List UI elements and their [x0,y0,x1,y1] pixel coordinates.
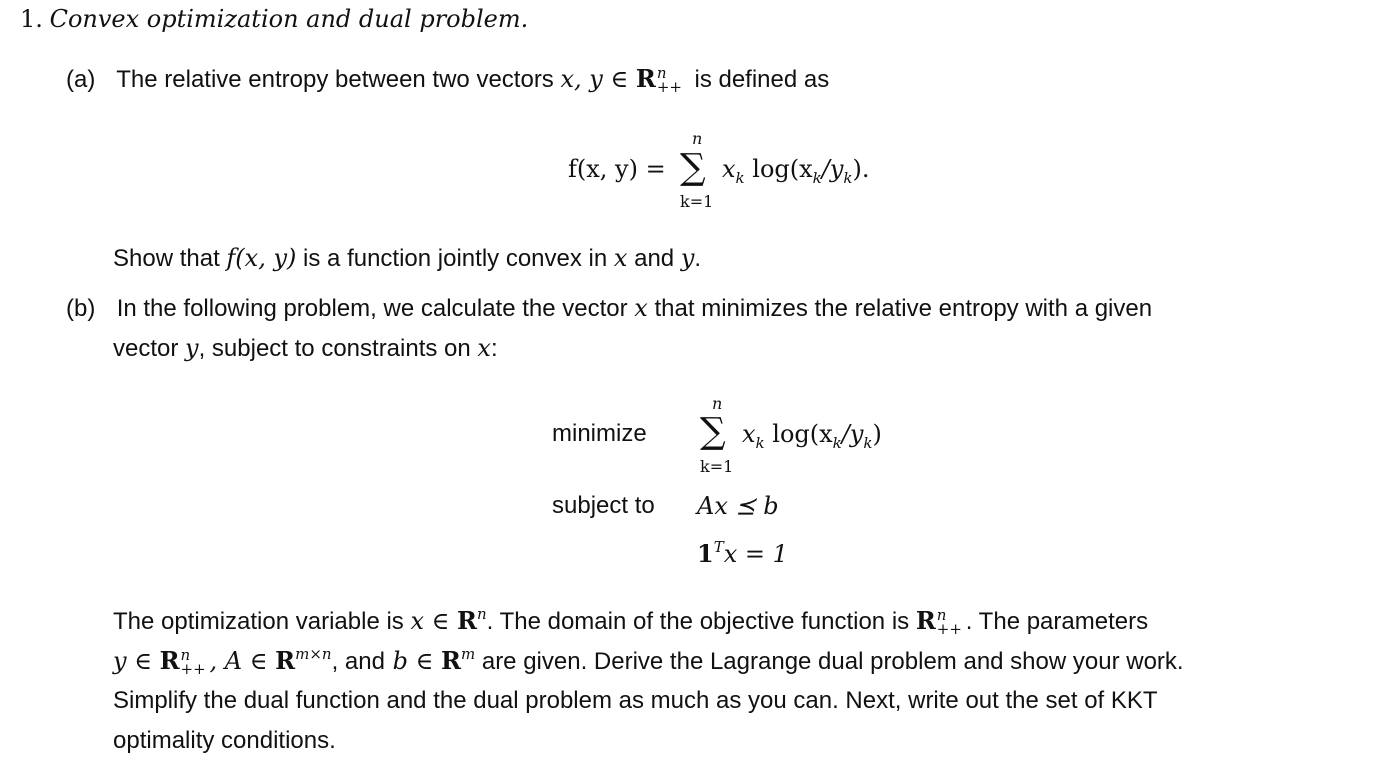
para-line1-Rsup: n [477,605,487,623]
para-line1-x: x ∈ [410,607,458,635]
show-x: x [613,244,628,272]
objective-div: /y [841,420,864,448]
objective-expression [742,419,882,452]
para-line2-Rsub: ++ [180,660,206,678]
constraint-1: Ax ⪯ b [697,492,779,520]
problem-title: Convex optimization and dual problem. [49,5,529,33]
equation-div: /y [821,155,844,183]
para-line1-a: The optimization variable is [113,608,404,635]
objective-upper: n [712,394,723,413]
show-text-1: Show that [113,245,220,272]
para-line-4: optimality conditions. [113,727,336,754]
part-a-intro-set-sup: n [656,64,667,82]
part-a-intro-text: The relative entropy between two vectors [116,66,554,93]
objective-sigma: ∑ [700,411,726,452]
para-line2-y: y ∈ [113,647,160,675]
part-b-line1-x: x [634,294,648,322]
equation-log-sub1: k [812,169,822,187]
para-line-3: Simplify the dual function and the dual problem as much as you can. Next, write out the set of KKT [113,687,1158,714]
part-b-line2 [113,333,498,364]
show-period: . [694,245,702,272]
part-a-label: (a) [66,66,96,93]
para-line2-R: R [159,646,180,675]
part-b-line1-a: In the following problem, we calculate the vector [116,295,628,322]
problem-number: 1. [20,5,43,33]
part-a-intro-set-sub: ++ [656,78,682,96]
part-a-show [113,243,701,274]
para-line1-R2sub: ++ [936,620,962,638]
para-line2-Rsup: n [180,646,191,664]
objective-sub: k [755,434,765,452]
equation-log-sub2: k [843,169,853,187]
part-b-line1 [66,293,1152,324]
para-line2-R3sup: m [460,645,476,663]
constraint-2 [697,539,788,572]
para-line2-R2sup: m×n [295,645,332,663]
para-line2-R3: R [440,646,461,675]
constraint-2-one: 1 [697,539,714,568]
show-y: y [680,244,695,272]
para-line1-R: R [457,606,477,635]
para-line2-A: , A ∈ [209,647,276,675]
constraint-2-sup: T [713,538,724,556]
problem-heading [20,4,528,35]
part-b-line2-y: y [185,334,199,362]
part-b-line2-x: x [477,334,491,362]
part-a-intro-vars: x, y ∈ [560,65,636,93]
objective-lower: k=1 [700,457,734,476]
objective-sub1: k [832,434,842,452]
equation-rhs-sub: k [735,169,745,187]
para-line1-R2: R [915,606,936,635]
part-b-line2-b: , subject to constraints on [198,335,471,362]
sigma-upper-a: n [692,129,703,148]
show-math: f(x, y) [226,244,297,272]
subject-to-label: subject to [552,492,655,519]
part-b-line1-b: that minimizes the relative entropy with a given [654,295,1153,322]
equation-end: ). [852,155,870,183]
show-and: and [634,245,675,272]
objective-end: ) [872,420,882,448]
minimize-label: minimize [552,420,647,447]
constraint-2-rest: x = 1 [723,540,788,568]
para-line2-b: b ∈ [384,647,441,675]
para-line-2 [113,646,1184,679]
part-a-intro-set: R [635,64,656,93]
objective-log: log(x [764,420,833,448]
para-line2-rest: are given. Derive the Lagrange dual problem and show your work. [475,648,1184,675]
part-a-intro [66,64,829,95]
equation-rhs-x: x [722,155,736,183]
sigma-lower-a: k=1 [680,192,714,211]
equation-lhs: f(x, y) = [568,155,666,183]
part-b-line2-a: vector [113,335,179,362]
para-line2-R2: R [275,646,296,675]
show-text-2: is a function jointly convex in [303,245,608,272]
para-line1-R2sup: n [936,606,947,624]
equation-log: log(x [744,155,813,183]
sigma-a: ∑ [680,147,706,188]
objective-sub2: k [863,434,873,452]
part-b-label: (b) [66,295,96,322]
part-a-intro-end: is defined as [694,66,830,93]
para-line-1 [113,606,1148,639]
part-b-line2-c: : [490,335,498,362]
para-line2-and: , and [331,648,385,675]
para-line1-c: . The parameters [965,608,1149,635]
para-line1-b: . The domain of the objective function is [486,608,910,635]
equation-rhs [722,154,870,187]
objective-x: x [742,420,756,448]
